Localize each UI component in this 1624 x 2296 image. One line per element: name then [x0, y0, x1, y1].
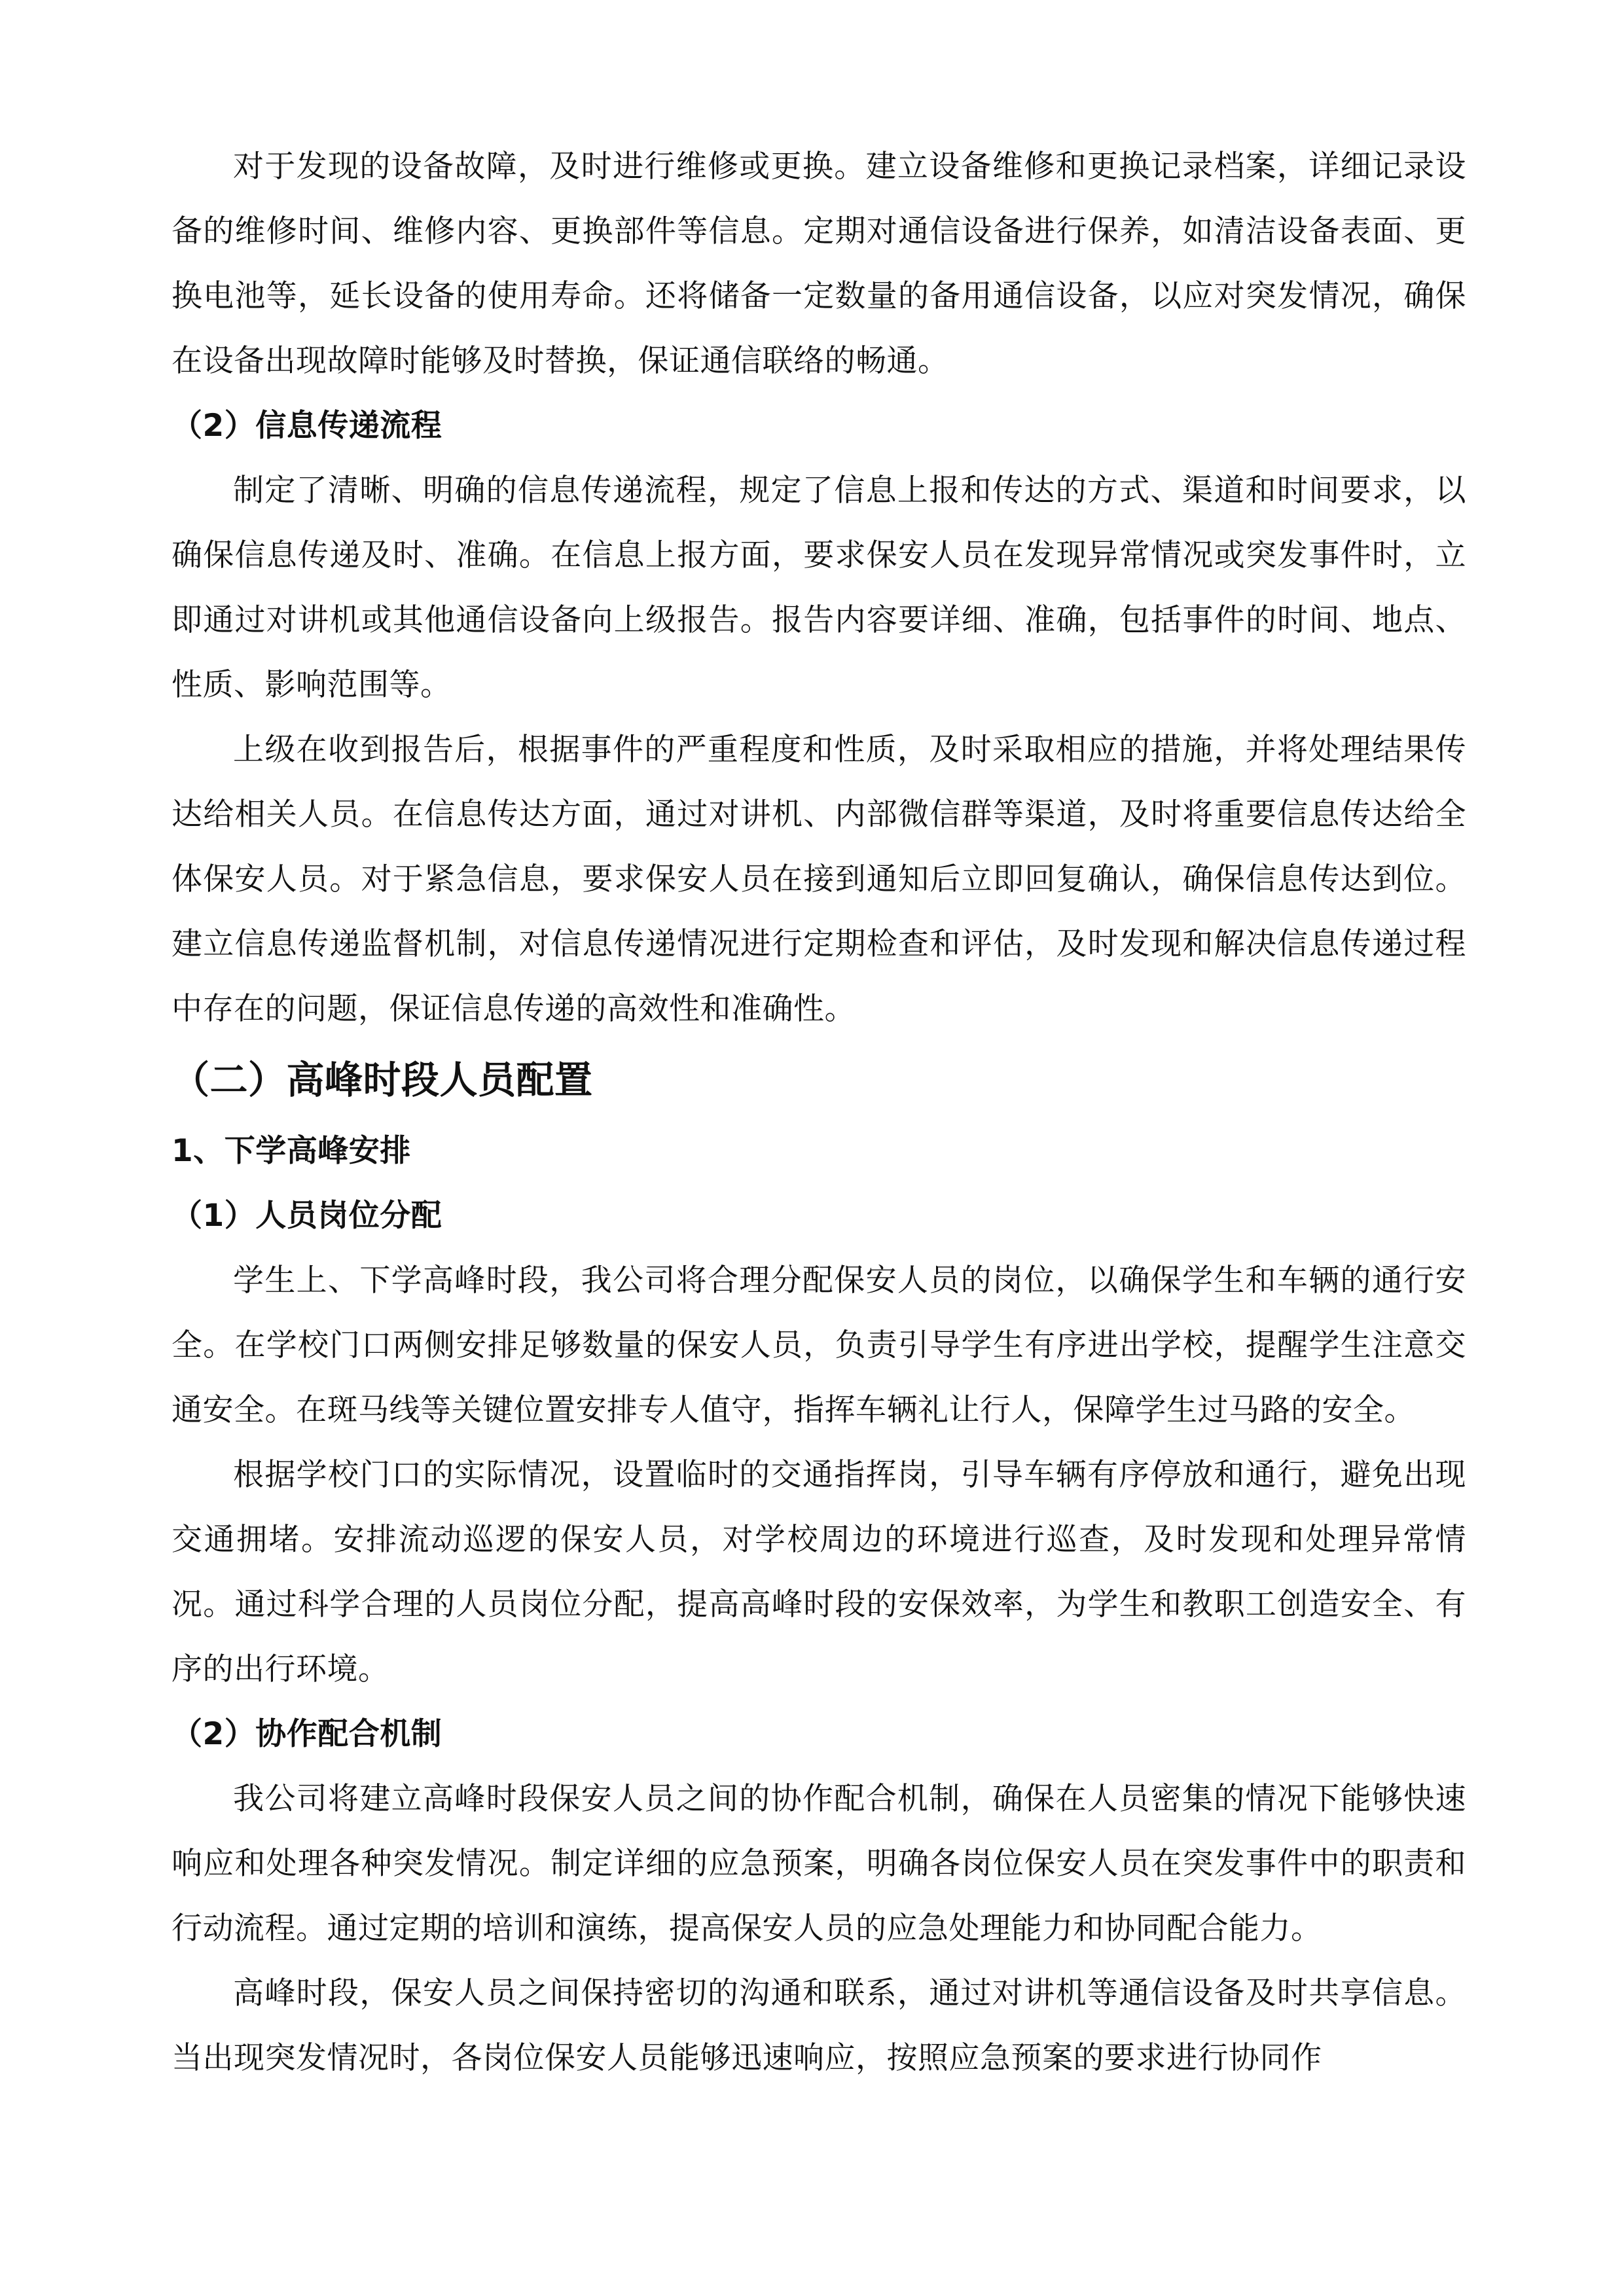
paragraph-coordination-mechanism: 我公司将建立高峰时段保安人员之间的协作配合机制，确保在人员密集的情况下能够快速响应和处理各种突发情况。制定详细的应急预案，明确各岗位保安人员在突发事件中的职责和行动流程。通过定期的培训和演练，提高保安人员的应急处理能力和协同配合能力。 [171, 1781, 1466, 1946]
paragraph-info-transfer-supervision: 上级在收到报告后，根据事件的严重程度和性质，及时采取相应的措施，并将处理结果传达给相关人员。在信息传达方面，通过对讲机、内部微信群等渠道，及时将重要信息传达给全体保安人员。对于紧急信息，要求保安人员在接到通知后立即回复确认，确保信息传达到位。建立信息传递监督机制，对信息传递情况进行定期检查和评估，及时发现和解决信息传递过程中存在的问题，保证信息传递的高效性和准确性。 [171, 732, 1466, 1027]
paragraph-traffic-command: 根据学校门口的实际情况，设置临时的交通指挥岗，引导车辆有序停放和通行，避免出现交通拥堵。安排流动巡逻的保安人员，对学校周边的环境进行巡查，及时发现和处理异常情况。通过科学合理的人员岗位分配，提高高峰时段的安保效率，为学生和教职工创造安全、有序的出行环境。 [171, 1457, 1466, 1687]
item-heading-dismissal-peak: 1、下学高峰安排 [171, 1133, 411, 1169]
paragraph-equipment-maintenance: 对于发现的设备故障，及时进行维修或更换。建立设备维修和更换记录档案，详细记录设备的维修时间、维修内容、更换部件等信息。定期对通信设备进行保养，如清洁设备表面、更换电池等，延长设备的使用寿命。还将储备一定数量的备用通信设备，以应对突发情况，确保在设备出现故障时能够及时替换，保证通信联络的畅通。 [171, 149, 1466, 379]
subheading-coordination-mechanism: （2）协作配合机制 [171, 1716, 442, 1752]
paragraph-peak-communication: 高峰时段，保安人员之间保持密切的沟通和联系，通过对讲机等通信设备及时共享信息。当出现突发情况时，各岗位保安人员能够迅速响应，按照应急预案的要求进行协同作 [171, 1975, 1466, 2076]
subheading-post-allocation: （1）人员岗位分配 [171, 1198, 442, 1234]
subheading-info-transfer-process: （2）信息传递流程 [171, 408, 442, 444]
document-body [171, 134, 1466, 2090]
paragraph-info-transfer-rules: 制定了清晰、明确的信息传递流程，规定了信息上报和传达的方式、渠道和时间要求，以确保信息传递及时、准确。在信息上报方面，要求保安人员在发现异常情况或突发事件时，立即通过对讲机或其他通信设备向上级报告。报告内容要详细、准确，包括事件的时间、地点、性质、影响范围等。 [171, 473, 1466, 703]
paragraph-post-allocation: 学生上、下学高峰时段，我公司将合理分配保安人员的岗位，以确保学生和车辆的通行安全。在学校门口两侧安排足够数量的保安人员，负责引导学生有序进出学校，提醒学生注意交通安全。在斑马线等关键位置安排专人值守，指挥车辆礼让行人，保障学生过马路的安全。 [171, 1263, 1466, 1428]
section-heading-peak-staffing: （二）高峰时段人员配置 [171, 1058, 593, 1102]
